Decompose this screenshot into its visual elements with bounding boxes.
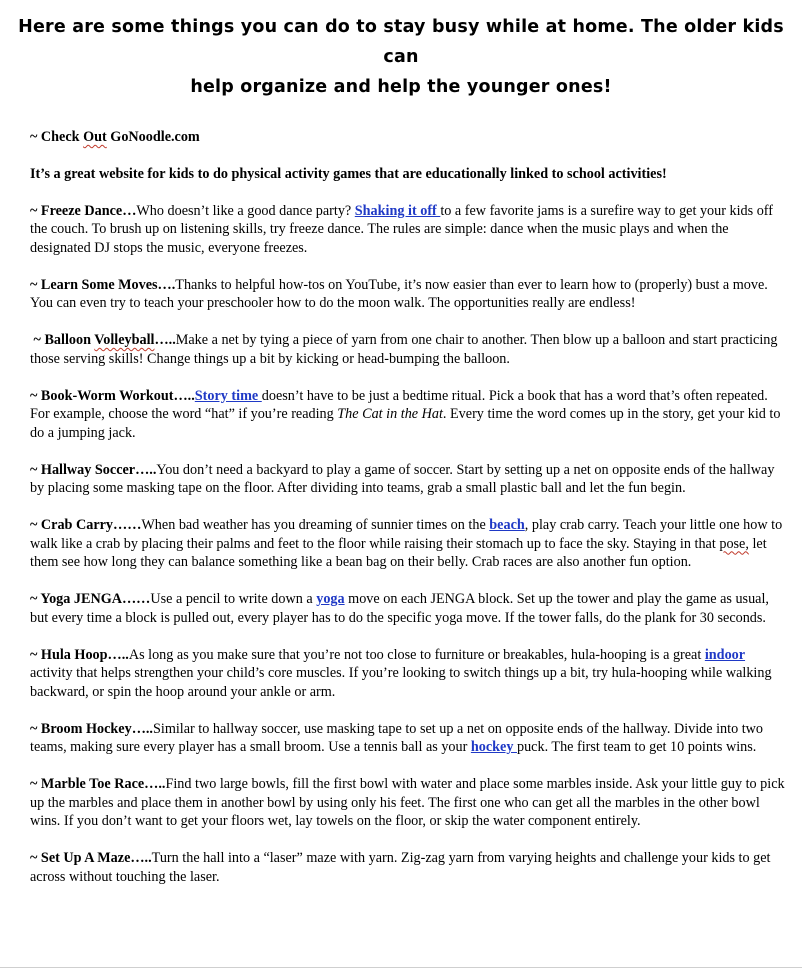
page-bottom-divider <box>0 967 802 968</box>
yoga-link[interactable]: yoga <box>316 591 345 607</box>
activity-hula-hoop: ~ Hula Hoop…..As long as you make sure that you’re not too close to furniture or breakables, hula-hooping is a great indoor activity that helps strengthen your child’s core muscles. If you’re looking to switch things up a bit, try hula-hooping while walking backward, or spin the hoop around your ankle or arm. <box>30 646 772 700</box>
beach-link[interactable]: beach <box>489 517 525 533</box>
activity-yoga-jenga: ~ Yoga JENGA……Use a pencil to write down a yoga move on each JENGA block. Set up the tower and play the game as usual, but every time a block is pulled out, every player has to do the specific yoga move. If the tower falls, do the plank for 30 seconds. <box>30 591 769 626</box>
activity-book-worm-workout: ~ Book-Worm Workout…..Story time doesn’t have to be just a bedtime ritual. Pick a book that has a word that’s often repeated. For example, choose the word “hat” if you’re reading The Cat in the Hat. Every time the word comes up in the story, get your kid to do a jumping jack. <box>30 387 781 441</box>
activity-marble-toe-race: ~ Marble Toe Race…..Find two large bowls, fill the first bowl with water and place some marbles inside. Ask your little guy to pick up the marbles and place them in another bowl by using only his feet. The first one who can get all the marbles in the other bowl wins. If you don’t want to get your floors wet, lay towels on the floor, or skip the water component entirely. <box>30 776 785 829</box>
page-heading <box>0 0 802 102</box>
activity-title: ~ Hallway Soccer….. <box>30 461 157 478</box>
activity-title: ~ Broom Hockey….. <box>30 720 153 737</box>
activity-crab-carry: ~ Crab Carry……When bad weather has you dreaming of sunnier times on the beach, play crab carry. Teach your little one how to walk like a crab by placing their palms and feet to the floor while raising their stomach up to face the sky. Staying in that pose, let them see how long they can balance something like a bean bag on their belly. Crab races are also another fun option. <box>30 517 783 570</box>
hockey-link[interactable]: hockey <box>470 739 517 755</box>
activity-balloon-volleyball: ~ Balloon Volleyball…..Make a net by tying a piece of yarn from one chair to another. Then blow up a balloon and start practicing those serving skills! Change things up a bit by kicking or head-bumping the balloon. <box>30 332 778 367</box>
gonoodle-site-text: GoNoodle.com <box>106 129 200 145</box>
indoor-link[interactable]: indoor <box>704 646 746 663</box>
activity-freeze-dance: ~ Freeze Dance…Who doesn’t like a good dance party? Shaking it off to a few favorite jams is a surefire way to get your kids off the couch. To brush up on listening skills, try freeze dance. The rules are simple: dance when the music plays and when the designated DJ stops the music, everyone freezes. <box>30 202 773 256</box>
gonoodle-prefix: ~ Check <box>30 129 84 145</box>
heading-line-2: help organize and help the younger ones! <box>190 77 612 97</box>
gonoodle-heading <box>30 128 790 147</box>
activity-hallway-soccer: ~ Hallway Soccer…..You don’t need a backyard to play a game of soccer. Start by setting up a net on opposite ends of the hallway by placing some masking tape on the floor. After dividing into teams, grab a small plastic ball and let the fun begin. <box>30 461 775 496</box>
activity-title: ~ Learn Some Moves…. <box>30 276 176 293</box>
spellcheck-word: Volleyball <box>94 332 155 348</box>
activity-title: ~ Freeze Dance… <box>30 202 137 219</box>
activity-title: ~ Yoga JENGA…… <box>30 591 151 607</box>
gonoodle-description: It’s a great website for kids to do physical activity games that are educationally linked to school activities! <box>30 165 667 182</box>
activity-title: ~ Balloon <box>30 332 95 348</box>
activity-title: ~ Marble Toe Race….. <box>30 776 166 792</box>
shaking-it-off-link[interactable]: Shaking it off <box>354 202 441 219</box>
heading-line-1: Here are some things you can do to stay busy while at home. The older kids can <box>18 17 784 67</box>
activity-title: ~ Set Up A Maze….. <box>30 850 152 866</box>
activity-set-up-a-maze: ~ Set Up A Maze…..Turn the hall into a “laser” maze with yarn. Zig-zag yarn from varying heights and challenge your kids to get across without touching the laser. <box>30 850 771 885</box>
book-title: The Cat in the Hat <box>337 406 443 422</box>
activity-title: ~ Crab Carry…… <box>30 517 142 533</box>
activity-broom-hockey: ~ Broom Hockey…..Similar to hallway soccer, use masking tape to set up a net on opposite ends of the hallway. Divide into two teams, making sure every player has a small broom. Use a tennis ball as your hockey puck. The first team to get 10 points wins. <box>30 720 764 755</box>
story-time-link[interactable]: Story time <box>194 387 262 404</box>
activity-learn-moves: ~ Learn Some Moves….Thanks to helpful how-tos on YouTube, it’s now easier than ever to learn how to (properly) bust a move. You can even try to teach your preschooler how to do the moon walk. The opportunities really are endless! <box>30 276 768 311</box>
spellcheck-word: pose, <box>719 535 749 552</box>
document-body <box>0 128 802 886</box>
activity-title: ~ Book-Worm Workout….. <box>30 387 195 404</box>
spellcheck-word: Out <box>83 129 107 145</box>
activity-title: ~ Hula Hoop….. <box>30 646 129 663</box>
